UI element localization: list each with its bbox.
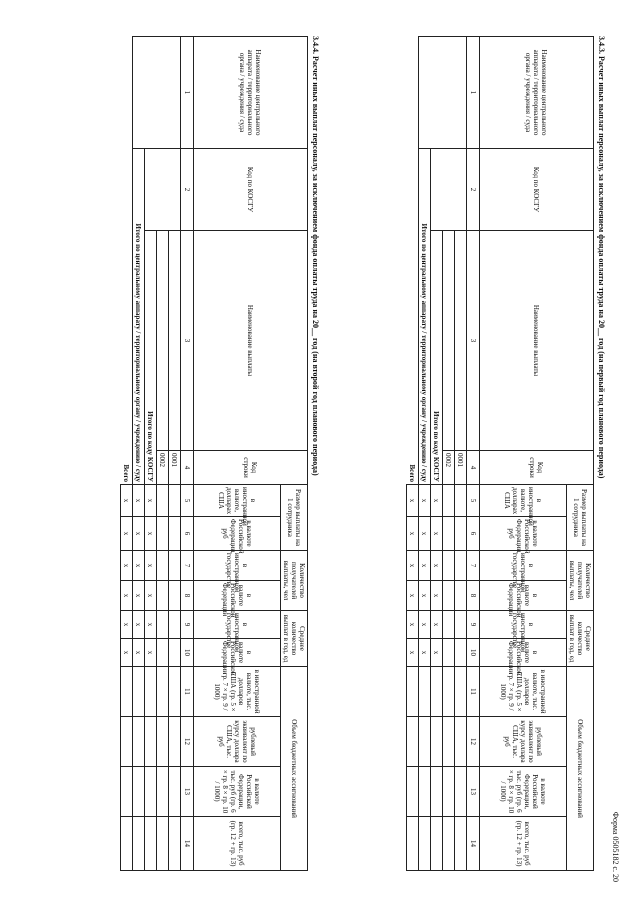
data-cell[interactable] [454,767,466,817]
data-cell[interactable] [430,767,442,817]
col-header-org: Наименование центрального аппарата / территориального органа / учреждения / суда [193,37,307,149]
x-mark: x [406,611,418,639]
col-header-avg-rf: в валюте Российской Федерации [479,639,566,667]
x-mark: x [406,639,418,667]
col-header-qty-rf: в валюте Российской Федерации [193,581,280,611]
org-cell[interactable] [418,37,466,149]
col-number: 11 [466,667,479,717]
col-number: 3 [180,231,193,451]
kosgu-cell[interactable] [144,149,180,231]
x-mark: x [430,517,442,551]
col-header-kosgu: Код по КОСГУ [479,149,593,231]
x-mark: x [430,581,442,611]
data-cell[interactable] [168,551,180,581]
col-header-avg-foreign: в иностранном государстве [193,611,280,639]
col-number: 10 [180,639,193,667]
x-mark: x [132,551,144,581]
x-mark: x [430,485,442,517]
data-cell[interactable] [168,817,180,871]
col-number: 2 [466,149,479,231]
data-cell[interactable] [442,639,454,667]
data-cell[interactable] [454,667,466,717]
x-mark: x [132,581,144,611]
x-mark: x [120,639,132,667]
x-mark: x [132,611,144,639]
col-number: 2 [180,149,193,231]
data-cell[interactable] [406,767,418,817]
x-mark: x [418,485,430,517]
data-cell[interactable] [442,611,454,639]
col-header-group-qty: Количество получателей выплаты, чел [566,551,593,611]
total-kosgu-label: Итого по коду КОСГУ [430,231,442,485]
col-header-row-code: Код строки [193,451,307,485]
col-number: 8 [180,581,193,611]
x-mark: x [144,517,156,551]
data-cell[interactable] [442,717,454,767]
data-cell[interactable] [168,517,180,551]
payment-cell[interactable] [454,231,466,451]
report-table [406,36,594,871]
x-mark: x [120,485,132,517]
data-cell[interactable] [120,667,132,717]
x-mark: x [120,551,132,581]
data-cell[interactable] [156,667,168,717]
data-cell[interactable] [156,611,168,639]
col-header-payment: Наименование выплаты [479,231,593,451]
data-cell[interactable] [144,717,156,767]
data-cell[interactable] [406,717,418,767]
data-cell[interactable] [156,517,168,551]
x-mark: x [418,581,430,611]
col-number: 9 [180,611,193,639]
x-mark: x [418,639,430,667]
rotated-form-page [20,22,620,882]
payment-cell[interactable] [168,231,180,451]
x-mark: x [144,639,156,667]
col-header-bud-total: всего, тыс. руб (гр. 12 + гр. 13) [479,817,566,871]
data-cell[interactable] [156,767,168,817]
row-code: 0002 [442,451,454,485]
col-header-group-budget: Объем бюджетных ассигнований [280,667,307,871]
col-number: 12 [466,717,479,767]
col-number: 13 [466,767,479,817]
col-header-group-avg: Среднее количество выплат в год, ед [280,611,307,667]
col-header-row-code: Код строки [479,451,593,485]
data-cell[interactable] [120,717,132,767]
x-mark: x [144,611,156,639]
data-cell[interactable] [156,485,168,517]
data-cell[interactable] [430,817,442,871]
col-header-bud-rf: в валюте Российской Федерации, тыс. руб (гр. 6 × гр. 8 × гр. 10 / 1000) [193,767,280,817]
data-cell[interactable] [132,667,144,717]
col-header-qty-foreign: в иностранном государстве [193,551,280,581]
col-number: 10 [466,639,479,667]
data-cell[interactable] [132,717,144,767]
data-cell[interactable] [156,581,168,611]
col-header-size-rub: в валюте Российской Федерации, руб [479,517,566,551]
x-mark: x [120,581,132,611]
kosgu-cell[interactable] [430,149,466,231]
col-header-bud-foreign: в иностранной валюте, тыс. долларов США (гр. 5 × гр. 7 × гр. 9 / 1000) [479,667,566,717]
col-number: 13 [180,767,193,817]
data-cell[interactable] [120,817,132,871]
col-header-avg-foreign: в иностранном государстве [479,611,566,639]
data-cell[interactable] [442,817,454,871]
data-cell[interactable] [168,485,180,517]
col-header-group-budget: Объем бюджетных ассигнований [566,667,593,871]
col-number: 5 [466,485,479,517]
total-central-label: Итого по центральному аппарату / территориальному органу / учреждению / суду [418,149,430,485]
data-cell[interactable] [156,639,168,667]
form-number: Форма 0505182 с. 20 [611,811,620,882]
col-header-bud-rub-usd: рублевый эквивалент по курсу доллара США, тыс. руб [193,717,280,767]
x-mark: x [418,611,430,639]
col-number: 6 [466,517,479,551]
x-mark: x [132,517,144,551]
data-cell[interactable] [168,667,180,717]
data-cell[interactable] [442,667,454,717]
x-mark: x [406,551,418,581]
data-cell[interactable] [442,767,454,817]
data-cell[interactable] [120,767,132,817]
payment-cell[interactable] [442,231,454,451]
data-cell[interactable] [168,717,180,767]
col-number: 6 [180,517,193,551]
data-cell[interactable] [454,717,466,767]
col-number: 4 [466,451,479,485]
data-cell[interactable] [168,767,180,817]
col-number: 7 [180,551,193,581]
col-header-group-avg: Среднее количество выплат в год, ед [566,611,593,667]
data-cell[interactable] [168,581,180,611]
col-header-kosgu: Код по КОСГУ [193,149,307,231]
col-number: 14 [466,817,479,871]
data-cell[interactable] [144,767,156,817]
col-header-org: Наименование центрального аппарата / территориального органа / учреждения / суда [479,37,593,149]
data-cell[interactable] [144,817,156,871]
data-cell[interactable] [454,639,466,667]
x-mark: x [430,639,442,667]
data-cell[interactable] [132,817,144,871]
data-cell[interactable] [418,667,430,717]
x-mark: x [430,551,442,581]
col-number: 3 [466,231,479,451]
data-cell[interactable] [442,581,454,611]
x-mark: x [144,551,156,581]
x-mark: x [144,581,156,611]
col-header-group-size: Размер выплаты на 1 сотрудника [280,485,307,551]
org-cell[interactable] [132,37,180,149]
payment-cell[interactable] [156,231,168,451]
col-header-payment: Наименование выплаты [193,231,307,451]
report-table [120,36,308,871]
col-header-size-foreign: в иностранной валюте, долларах США [479,485,566,517]
col-number: 5 [180,485,193,517]
x-mark: x [120,517,132,551]
data-cell[interactable] [168,611,180,639]
x-mark: x [132,639,144,667]
x-mark: x [430,611,442,639]
data-cell[interactable] [418,717,430,767]
row-code: 0001 [168,451,180,485]
col-header-size-rub: в валюте Российской Федерации, руб [193,517,280,551]
data-cell[interactable] [430,667,442,717]
x-mark: x [418,551,430,581]
data-cell[interactable] [418,767,430,817]
data-cell[interactable] [442,551,454,581]
data-cell[interactable] [418,817,430,871]
data-cell[interactable] [454,611,466,639]
x-mark: x [418,517,430,551]
data-cell[interactable] [156,817,168,871]
col-number: 14 [180,817,193,871]
col-header-avg-rf: в валюте Российской Федерации [193,639,280,667]
section-title: 3.4.4. Расчет иных выплат персоналу, за исключением фонда оплаты труда на 20__ год (на второй год планового периода) [311,36,320,476]
col-header-bud-total: всего, тыс. руб (гр. 12 + гр. 13) [193,817,280,871]
data-cell[interactable] [454,485,466,517]
data-cell[interactable] [168,639,180,667]
x-mark: x [406,517,418,551]
data-cell[interactable] [454,581,466,611]
x-mark: x [120,611,132,639]
data-cell[interactable] [454,551,466,581]
section-title: 3.4.3. Расчет иных выплат персоналу, за исключением фонда оплаты труда на 20__ год (на первый год планового периода) [597,36,606,479]
total-kosgu-label: Итого по коду КОСГУ [144,231,156,485]
data-cell[interactable] [406,667,418,717]
data-cell[interactable] [454,817,466,871]
grand-total-label: Всего [120,37,132,485]
col-number: 12 [180,717,193,767]
col-header-qty-foreign: в иностранном государстве [479,551,566,581]
col-header-qty-rf: в валюте Российской Федерации [479,581,566,611]
col-header-bud-rub-usd: рублевый эквивалент по курсу доллара США, тыс. руб [479,717,566,767]
data-cell[interactable] [156,717,168,767]
x-mark: x [132,485,144,517]
col-header-size-foreign: в иностранной валюте, долларах США [193,485,280,517]
data-cell[interactable] [156,551,168,581]
grand-total-label: Всего [406,37,418,485]
col-header-bud-foreign: в иностранной валюте, тыс. долларов США (гр. 5 × гр. 7 × гр. 9 / 1000) [193,667,280,717]
total-central-label: Итого по центральному аппарату / территориальному органу / учреждению / суду [132,149,144,485]
row-code: 0001 [454,451,466,485]
col-header-group-qty: Количество получателей выплаты, чел [280,551,307,611]
row-code: 0002 [156,451,168,485]
x-mark: x [406,581,418,611]
data-cell[interactable] [132,767,144,817]
data-cell[interactable] [454,517,466,551]
col-number: 1 [180,37,193,149]
data-cell[interactable] [430,717,442,767]
x-mark: x [144,485,156,517]
col-number: 11 [180,667,193,717]
data-cell[interactable] [442,517,454,551]
data-cell[interactable] [406,817,418,871]
col-number: 8 [466,581,479,611]
col-header-bud-rf: в валюте Российской Федерации, тыс. руб (гр. 6 × гр. 8 × гр. 10 / 1000) [479,767,566,817]
col-header-group-size: Размер выплаты на 1 сотрудника [566,485,593,551]
col-number: 4 [180,451,193,485]
data-cell[interactable] [144,667,156,717]
col-number: 9 [466,611,479,639]
data-cell[interactable] [442,485,454,517]
x-mark: x [406,485,418,517]
col-number: 1 [466,37,479,149]
col-number: 7 [466,551,479,581]
